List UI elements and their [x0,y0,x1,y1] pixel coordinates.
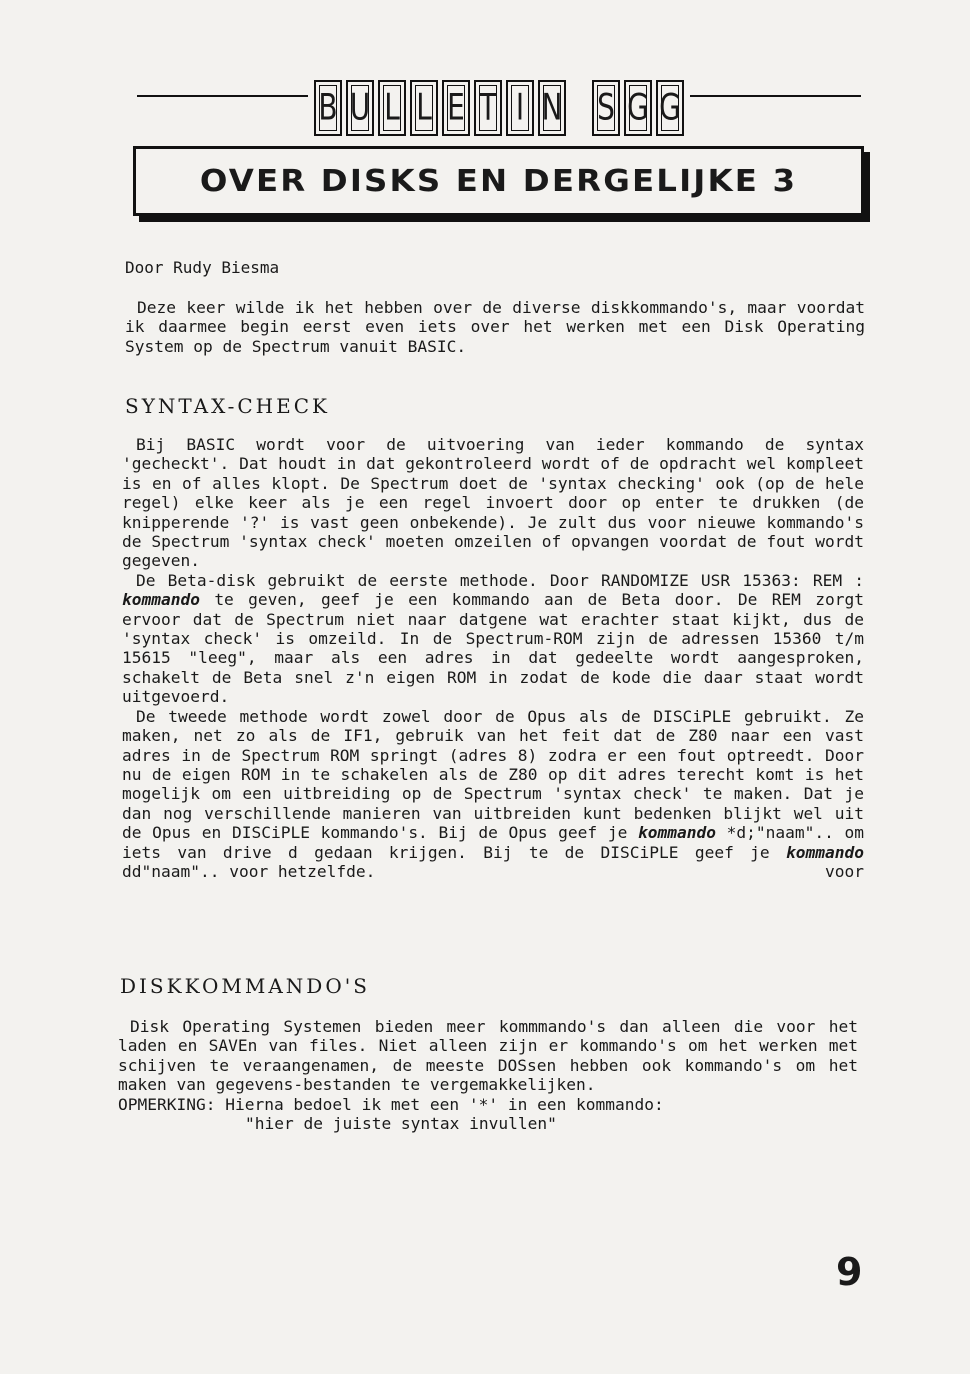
masthead-letter: I [506,80,534,136]
masthead-letter: E [442,80,470,136]
note-paragraph: OPMERKING: Hierna bedoel ik met een '*' in een kommando: [118,1094,664,1114]
section-heading-syntax-check: SYNTAX-CHECK [125,394,330,418]
bulletin-masthead [308,80,690,136]
article-title: OVER DISKS EN DERGELIJKE 3 [199,163,798,199]
intro-text: Deze keer wilde ik het hebben over de diverse diskkommando's, maar voordat ik daarmee begin eerst even iets over het werken met een Disk Operating System op de Spectrum vanuit BASIC. [125,298,865,356]
masthead-letter: L [410,80,438,136]
title-banner [133,146,864,216]
paragraph: De Beta-disk gebruikt de eerste methode. Door RANDOMIZE USR 15363: REM : kommando te geven, geef je een kommando aan de Beta door. De REM zorgt ervoor dat de Spectrum niet naar datgene wat erachter staat kijkt, dus de 'syntax check' is omzeild. In de Spectrum-ROM zijn de adressen 15360 t/m 15615 "leeg", maar als een adres in dat gedeelte wordt aangesproken, schakelt de Beta snel z'n eigen ROM in zodat de kode die daar staat wordt uitgevoerd. [122,570,864,707]
page-number: 9 [836,1250,863,1294]
paragraph: Disk Operating Systemen bieden meer kommmando's dan alleen die voor het laden en SAVEn van files. Niet alleen zijn er kommando's om het werken met schijven te veraangenamen, de meeste DOSsen hebben ook kommando's om het maken van gegevens-bestanden te vergemakkelijken. [118,1017,858,1095]
paragraph: De tweede methode wordt zowel door de Opus als de DISCiPLE gebruikt. Ze maken, net zo als de IF1, gebruik van het feit dat de Z80 naar een vast adres in de Spectrum ROM springt (adres 8) zodra er een fout optreedt. Door nu de eigen ROM in te schakelen als de Z80 op dit adres terecht komt is het mogelijk om een uitbreiding op de Spectrum 'syntax check' te maken. Dat je dan nog verschillende manieren van uitbreiden kunt bedenken blijkt wel uit de Opus en DISCiPLE kommando's. Bij de Opus geef je kommando *d;"naam".. om iets van drive d gedaan krijgen. Bij te de DISCiPLE geef je kommando dd"naam".. voor hetzelfde. voor [122,706,864,881]
masthead-letter: S [592,80,620,136]
masthead-letter: T [474,80,502,136]
intro-paragraph [125,298,865,356]
masthead-letter: G [656,80,684,136]
paragraph: Bij BASIC wordt voor de uitvoering van ieder kommando de syntax 'gecheckt'. Dat houdt in dat gekontroleerd wordt of de opdracht wel kompleet is en of alles klopt. De Spectrum doet de 'syntax checking' ook (op de hele regel) elke keer als je een regel invoert door op enter te drukken (de knipperende '?' is vast geen onbekende). Je zult dus voor nieuwe kommando's de Spectrum 'syntax check' moeten omzeilen of opvangen voordat de fout wordt gegeven. [122,435,864,571]
masthead-letter: N [538,80,566,136]
diskkommandos-body [118,1017,858,1133]
section-heading-diskkommandos: DISKKOMMANDO'S [120,974,370,998]
masthead-letter: L [378,80,406,136]
author-line: Door Rudy Biesma [125,258,280,277]
masthead-letter: B [314,80,342,136]
syntax-check-body [122,435,864,881]
note-line: "hier de juiste syntax invullen" [245,1114,557,1134]
masthead-letter: U [346,80,374,136]
masthead-letter: G [624,80,652,136]
